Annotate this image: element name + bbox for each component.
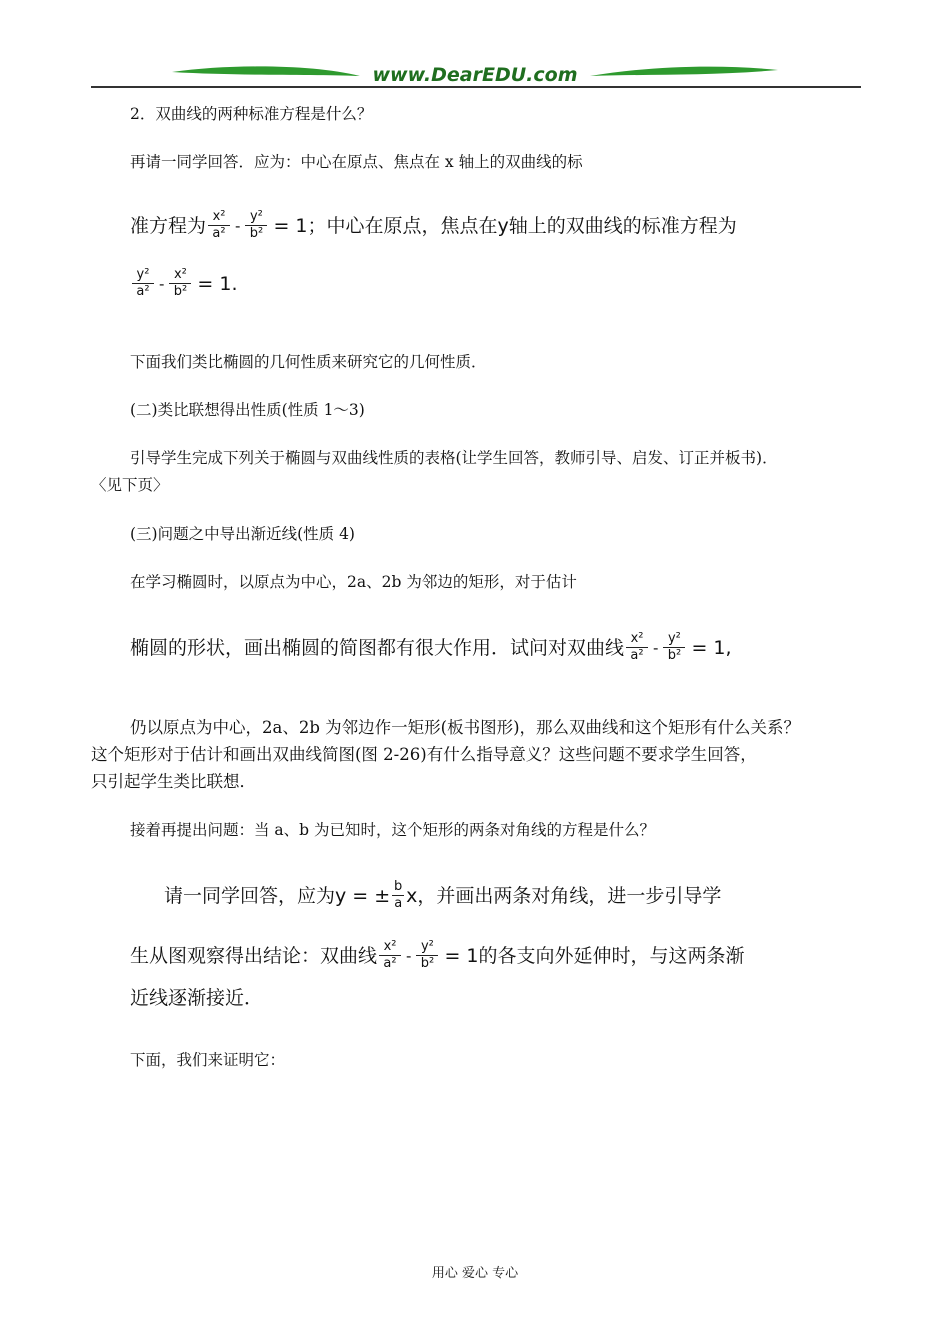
- right-swoosh-icon: [590, 67, 778, 76]
- fraction-x2-a2: [626, 632, 648, 663]
- question-2: 2．双曲线的两种标准方程是什么？: [130, 105, 373, 123]
- left-swoosh-icon: [172, 66, 360, 76]
- denominator: b²: [173, 284, 188, 299]
- minus-sign: -: [653, 638, 659, 657]
- proof-intro: 下面，我们来证明它：: [130, 1051, 286, 1069]
- denominator: a²: [212, 226, 226, 241]
- numerator: x²: [173, 267, 187, 282]
- fraction-y2-a2: [132, 268, 154, 299]
- denominator: b²: [420, 956, 435, 971]
- fraction-x2-b2: [169, 268, 191, 299]
- rectangle-question-line1: 仍以原点为中心，2a、2b 为邻边作一矩形(板书图形)，那么双曲线和这个矩形有什么关系？: [130, 718, 801, 737]
- numerator: y²: [420, 939, 434, 954]
- answer-paragraph: 再请一同学回答．应为：中心在原点、焦点在 x 轴上的双曲线的标: [130, 153, 583, 171]
- diagonal-question: 接着再提出问题：当 a、b 为已知时，这个矩形的两条对角线的方程是什么？: [130, 821, 656, 839]
- ellipse-review: 在学习椭圆时，以原点为中心，2a、2b 为邻边的矩形，对于估计: [130, 573, 577, 591]
- eq1-prefix: 准方程为: [130, 214, 207, 237]
- eq1-suffix: = 1；中心在原点，焦点在y轴上的双曲线的标准方程为: [273, 214, 737, 237]
- denominator: b²: [667, 648, 682, 663]
- minus-sign: -: [159, 274, 165, 293]
- header-banner: [170, 62, 780, 88]
- site-logo: www.DearEDU.com: [372, 64, 578, 86]
- denominator: b²: [249, 226, 264, 241]
- denominator: a: [394, 896, 403, 911]
- equation-line-1: [130, 210, 737, 241]
- fraction-x2-a2: [379, 940, 401, 971]
- rectangle-question-line2: 这个矩形对于估计和画出双曲线简图(图 2-26)有什么指导意义？这些问题不要求学生回答，: [91, 745, 757, 764]
- equation-line-5: [130, 940, 745, 971]
- fraction-y2-b2: [663, 632, 685, 663]
- numerator: b: [394, 879, 403, 894]
- numerator: y²: [249, 209, 263, 224]
- header-rule: [91, 86, 861, 88]
- fraction-b-a: [392, 880, 404, 911]
- eq4-suffix: x，并画出两条对角线，进一步引导学: [406, 884, 722, 907]
- numerator: x²: [383, 939, 397, 954]
- eq5-suffix: = 1的各支向外延伸时，与这两条渐: [444, 944, 745, 967]
- page-footer: 用心 爱心 专心: [431, 1266, 519, 1281]
- numerator: x²: [212, 209, 226, 224]
- equation-line-3: [130, 632, 732, 663]
- numerator: x²: [630, 631, 644, 646]
- equation-line-2: [130, 268, 238, 299]
- fraction-x2-a2: [208, 210, 230, 241]
- analogy-intro: 下面我们类比椭圆的几何性质来研究它的几何性质．: [130, 353, 487, 371]
- guide-paragraph-line1: 引导学生完成下列关于椭圆与双曲线性质的表格(让学生回答，教师引导、启发、订正并板书)．: [130, 449, 778, 467]
- minus-sign: -: [235, 216, 241, 235]
- see-next-page: 〈见下页〉: [91, 476, 169, 494]
- numerator: y²: [667, 631, 681, 646]
- eq3-prefix: 椭圆的形状，画出椭圆的简图都有很大作用．试问对双曲线: [130, 636, 625, 659]
- numerator: y²: [136, 267, 150, 282]
- equation-line-4: [164, 880, 721, 911]
- fraction-y2-b2: [416, 940, 438, 971]
- eq5-prefix: 生从图观察得出结论：双曲线: [130, 944, 378, 967]
- denominator: a²: [136, 284, 150, 299]
- asymptote-conclusion: 近线逐渐接近．: [130, 987, 264, 1009]
- fraction-y2-b2: [245, 210, 267, 241]
- eq3-suffix: = 1,: [691, 636, 732, 659]
- eq2-suffix: = 1.: [197, 272, 238, 295]
- rectangle-question-line3: 只引起学生类比联想．: [91, 772, 256, 791]
- section-2-heading: (二)类比联想得出性质(性质 1～3): [130, 401, 365, 419]
- minus-sign: -: [406, 946, 412, 965]
- denominator: a²: [630, 648, 644, 663]
- eq4-prefix: 请一同学回答，应为y = ±: [164, 884, 391, 907]
- denominator: a²: [383, 956, 397, 971]
- section-3-heading: (三)问题之中导出渐近线(性质 4): [130, 525, 355, 543]
